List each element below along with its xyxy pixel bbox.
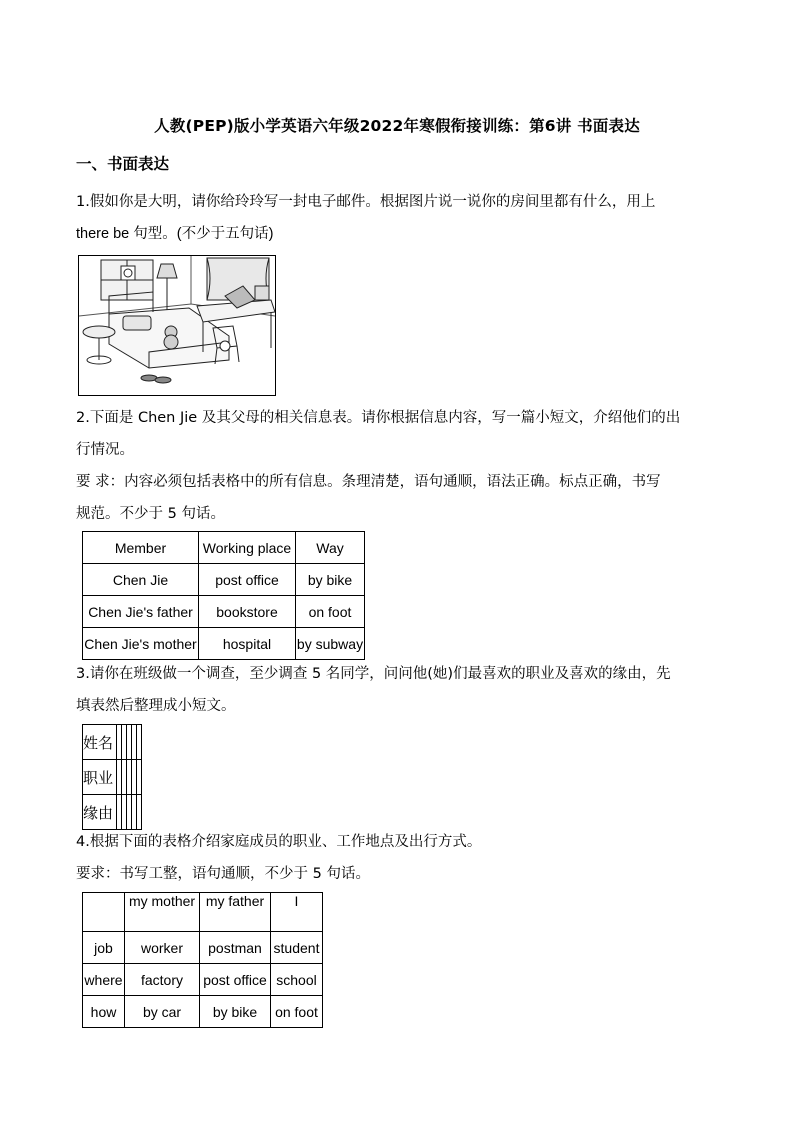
table-cell: factory xyxy=(125,964,200,996)
table-cell: job xyxy=(83,932,125,964)
blank-cell xyxy=(137,760,142,795)
table-header-row xyxy=(83,532,365,564)
header-cell: my father xyxy=(200,893,271,932)
q1-line2: there be 句型。(不少于五句话) xyxy=(76,226,274,242)
row-label: 姓名 xyxy=(83,725,117,760)
table-cell: on foot xyxy=(296,596,365,628)
q1-line1: 1.假如你是大明，请你给玲玲写一封电子邮件。根据图片说一说你的房间里都有什么，用上 xyxy=(76,194,656,210)
table-cell: post office xyxy=(199,564,296,596)
blank-cell xyxy=(137,725,142,760)
q4-line2: 要求：书写工整，语句通顺，不少于 5 句话。 xyxy=(76,866,370,882)
table-cell: hospital xyxy=(199,628,296,660)
header-cell: Way xyxy=(296,532,365,564)
header-cell: my mother xyxy=(125,893,200,932)
table-row xyxy=(83,964,323,996)
table-cell: Chen Jie's mother xyxy=(83,628,199,660)
table-cell: by car xyxy=(125,996,200,1028)
row-label: 缘由 xyxy=(83,795,117,830)
q2-line3: 要 求：内容必须包括表格中的所有信息。条理清楚，语句通顺，语法正确。标点正确，书写 xyxy=(76,474,661,490)
table-row xyxy=(83,596,365,628)
q3-line1: 3.请你在班级做一个调查，至少调查 5 名同学，问问他(她)们最喜欢的职业及喜欢的缘由，先 xyxy=(76,666,671,682)
table-cell: school xyxy=(271,964,323,996)
q2-line4: 规范。不少于 5 句话。 xyxy=(76,506,225,522)
q4-line1: 4.根据下面的表格介绍家庭成员的职业、工作地点及出行方式。 xyxy=(76,834,482,850)
bedroom-illustration xyxy=(78,255,276,396)
q2-table xyxy=(82,531,365,660)
row-label: 职业 xyxy=(83,760,117,795)
table-cell: how xyxy=(83,996,125,1028)
blank-cell xyxy=(137,795,142,830)
table-row xyxy=(83,725,142,760)
table-cell: by bike xyxy=(200,996,271,1028)
header-cell: I xyxy=(271,893,323,932)
table-cell: worker xyxy=(125,932,200,964)
table-cell: student xyxy=(271,932,323,964)
section-heading: 一、书面表达 xyxy=(76,155,170,173)
header-cell xyxy=(83,893,125,932)
table-row xyxy=(83,628,365,660)
table-cell: on foot xyxy=(271,996,323,1028)
q2-line1: 2.下面是 Chen Jie 及其父母的相关信息表。请你根据信息内容，写一篇小短文，介绍他们的出 xyxy=(76,410,681,426)
q4-table xyxy=(82,892,323,1028)
q2-line2: 行情况。 xyxy=(76,442,134,458)
table-row xyxy=(83,996,323,1028)
table-cell: by bike xyxy=(296,564,365,596)
page-title: 人教(PEP)版小学英语六年级2022年寒假衔接训练：第6讲 书面表达 xyxy=(154,117,640,135)
table-cell: bookstore xyxy=(199,596,296,628)
table-header-row xyxy=(83,893,323,932)
q3-line2: 填表然后整理成小短文。 xyxy=(76,698,236,714)
header-cell: Member xyxy=(83,532,199,564)
q3-survey-table xyxy=(82,724,142,830)
table-row xyxy=(83,795,142,830)
table-cell: where xyxy=(83,964,125,996)
table-row xyxy=(83,564,365,596)
table-cell: post office xyxy=(200,964,271,996)
table-cell: Chen Jie xyxy=(83,564,199,596)
table-row xyxy=(83,932,323,964)
header-cell: Working place xyxy=(199,532,296,564)
table-cell: Chen Jie's father xyxy=(83,596,199,628)
table-cell: postman xyxy=(200,932,271,964)
table-cell: by subway xyxy=(296,628,365,660)
table-row xyxy=(83,760,142,795)
